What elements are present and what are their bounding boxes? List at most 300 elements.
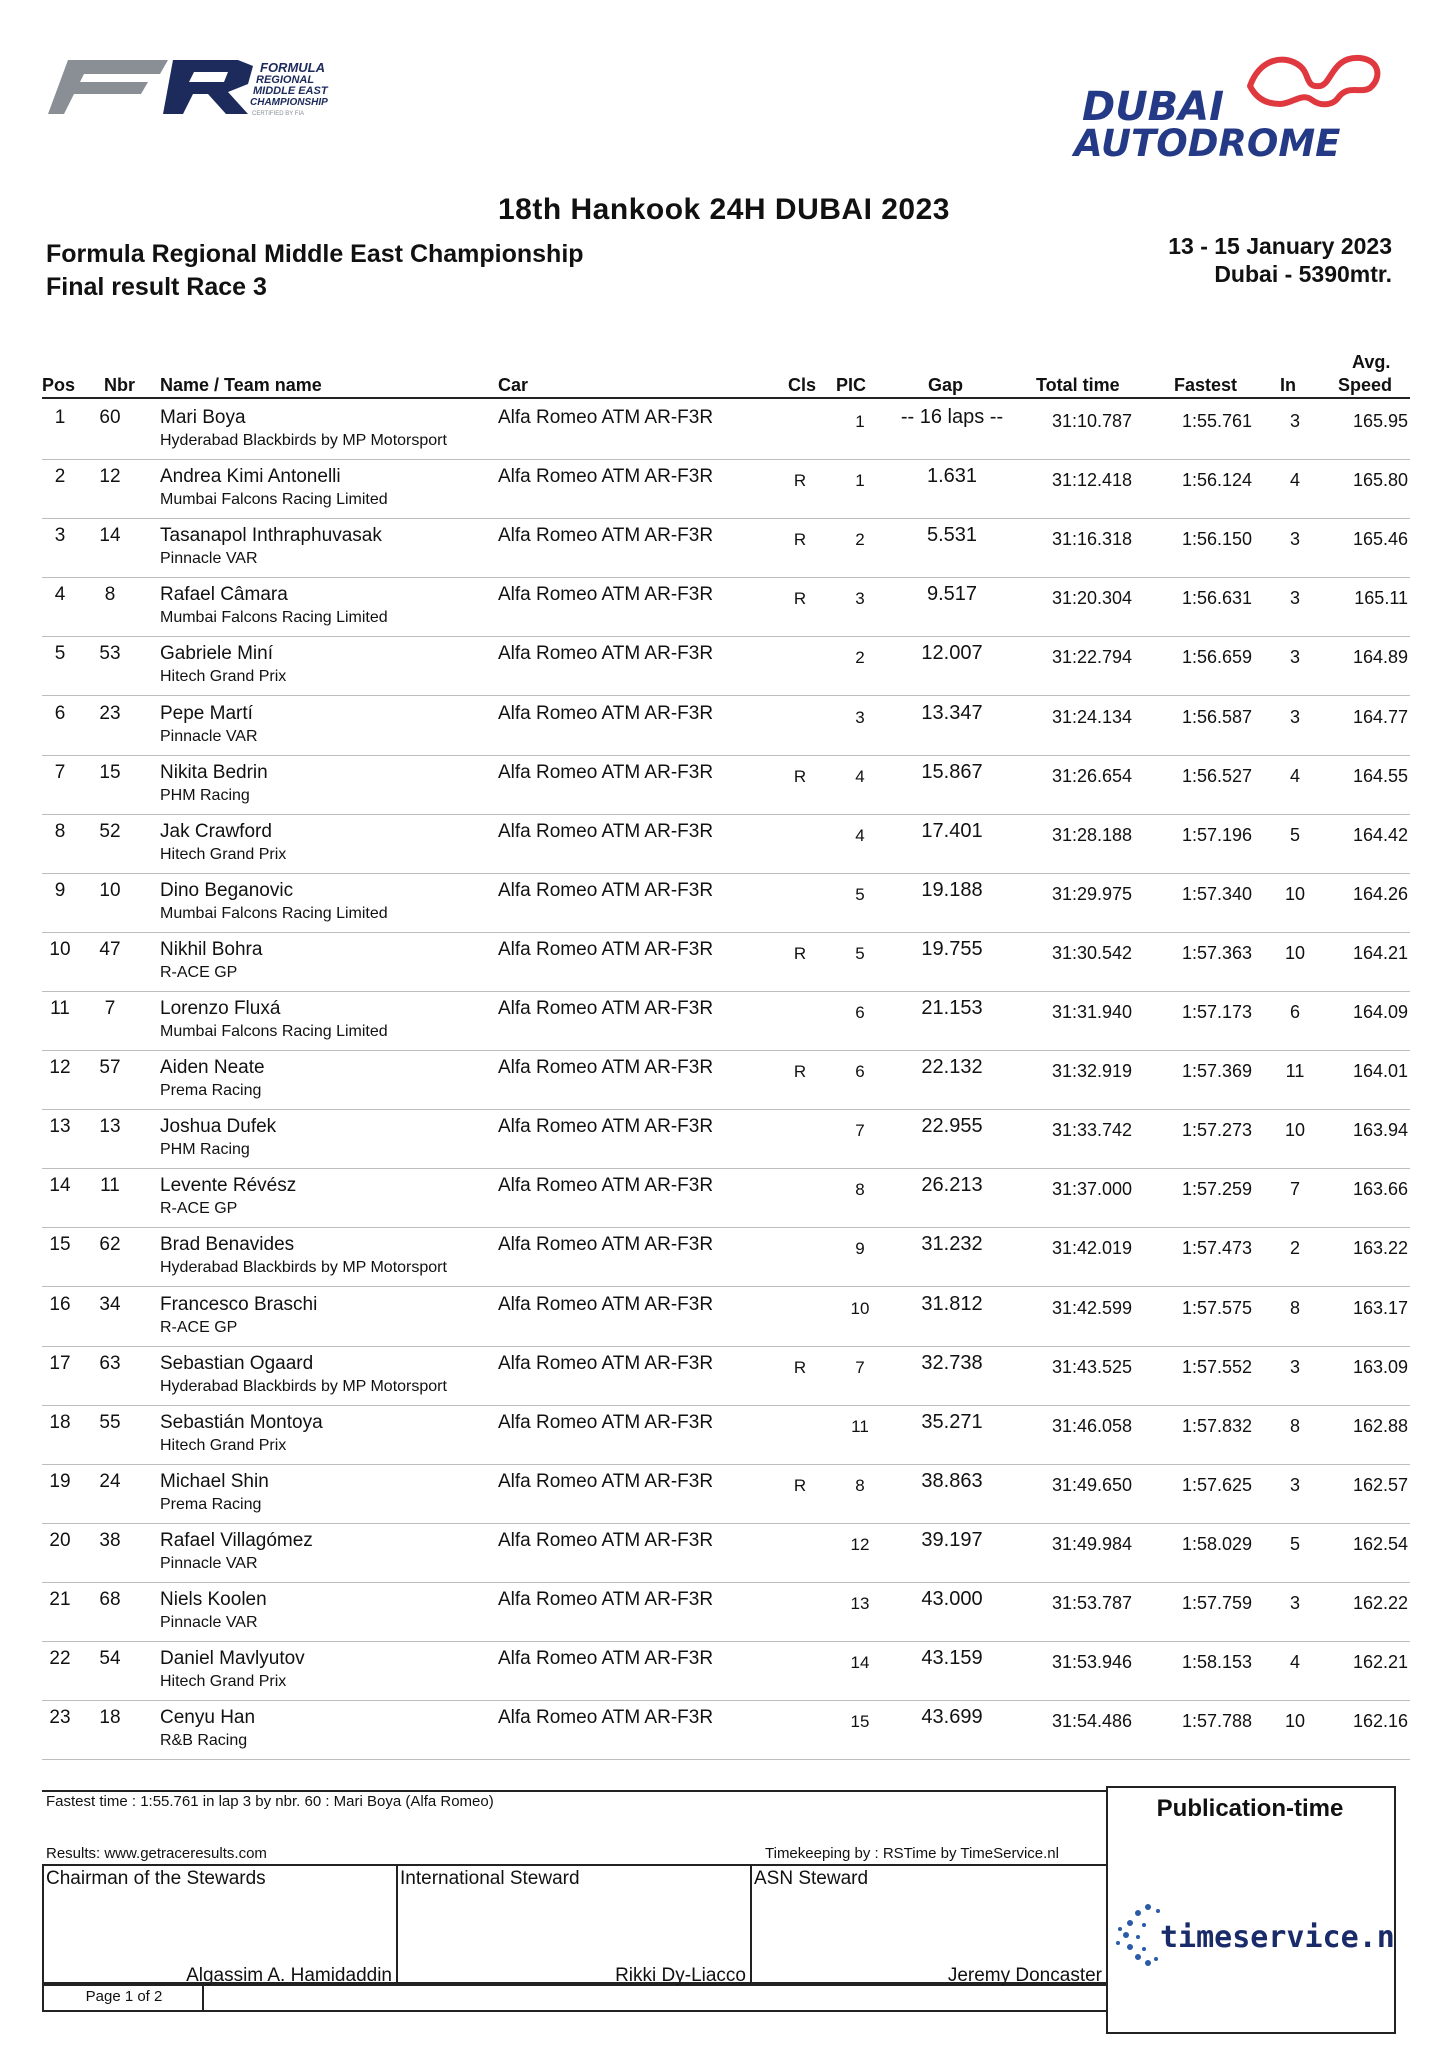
gap: 32.738 bbox=[921, 1351, 983, 1374]
car-model: Alfa Romeo ATM AR-F3R bbox=[498, 1648, 714, 1670]
position-in-class: 8 bbox=[855, 1180, 865, 1200]
class: R bbox=[793, 1357, 807, 1377]
team-name: Hitech Grand Prix bbox=[160, 1673, 287, 1691]
position-in-class: 7 bbox=[855, 1121, 865, 1141]
col-header-total: Total time bbox=[1036, 375, 1120, 395]
fastest-lap-number: 3 bbox=[1289, 588, 1300, 609]
driver-name: Jak Crawford bbox=[160, 820, 272, 842]
team-name: Prema Racing bbox=[160, 1495, 262, 1513]
team-name: Mumbai Falcons Racing Limited bbox=[160, 609, 388, 627]
fastest-lap-number: 10 bbox=[1284, 942, 1306, 963]
col-header-pic: PIC bbox=[836, 375, 867, 395]
table-row bbox=[42, 636, 1410, 696]
car-model: Alfa Romeo ATM AR-F3R bbox=[498, 702, 714, 724]
fastest-lap: 1:57.788 bbox=[1181, 1711, 1253, 1732]
avg-speed: 164.09 bbox=[1352, 1002, 1408, 1022]
total-time: 31:31.940 bbox=[1051, 1002, 1133, 1022]
fastest-lap: 1:57.340 bbox=[1181, 883, 1253, 904]
fastest-lap: 1:57.625 bbox=[1181, 1474, 1253, 1495]
gap: 22.132 bbox=[921, 1056, 983, 1079]
page-number: Page 1 of 2 bbox=[85, 1988, 163, 2005]
driver-name: Nikhil Bohra bbox=[160, 938, 263, 960]
team-name: Pinnacle VAR bbox=[160, 1554, 258, 1572]
svg-text:CERTIFIED BY FIA: CERTIFIED BY FIA bbox=[252, 111, 305, 117]
position-in-class: 4 bbox=[855, 825, 865, 845]
svg-text:DUBAI: DUBAI bbox=[1082, 84, 1225, 130]
fastest-lap-number: 10 bbox=[1284, 883, 1306, 904]
car-number: 24 bbox=[99, 1470, 121, 1492]
car-number: 38 bbox=[99, 1529, 121, 1551]
gap: 39.197 bbox=[921, 1528, 983, 1551]
team-name: Mumbai Falcons Racing Limited bbox=[160, 491, 388, 509]
driver-name: Gabriele Miní bbox=[160, 643, 273, 665]
pos: 18 bbox=[49, 1411, 71, 1433]
team-name: R-ACE GP bbox=[160, 1200, 238, 1218]
fastest-lap: 1:56.631 bbox=[1181, 588, 1253, 609]
class: R bbox=[793, 471, 807, 491]
pos: 8 bbox=[54, 820, 66, 842]
pos: 2 bbox=[54, 466, 66, 488]
team-name: Hitech Grand Prix bbox=[160, 845, 287, 863]
steward-name-asn: Jeremy Doncaster bbox=[947, 1965, 1102, 1986]
fastest-time-note: Fastest time : 1:55.761 in lap 3 by nbr. 60 : Mari Boya (Alfa Romeo) bbox=[46, 1793, 494, 1810]
fastest-lap: 1:57.759 bbox=[1181, 1593, 1253, 1613]
svg-text:AUTODROME: AUTODROME bbox=[1074, 122, 1341, 163]
car-model: Alfa Romeo ATM AR-F3R bbox=[498, 1116, 714, 1138]
svg-text:REGIONAL: REGIONAL bbox=[256, 74, 315, 86]
steward-title-asn: ASN Steward bbox=[754, 1868, 869, 1889]
total-time: 31:29.975 bbox=[1051, 883, 1133, 904]
total-time: 31:32.919 bbox=[1051, 1061, 1133, 1082]
driver-name: Rafael Villagómez bbox=[160, 1529, 313, 1551]
driver-name: Brad Benavides bbox=[160, 1234, 295, 1256]
total-time: 31:37.000 bbox=[1051, 1179, 1133, 1200]
total-time: 31:42.019 bbox=[1051, 1238, 1133, 1259]
header-rule bbox=[42, 397, 1410, 399]
car-number: 62 bbox=[99, 1234, 121, 1256]
col-header-fastest: Fastest bbox=[1174, 375, 1238, 395]
table-row bbox=[42, 814, 1410, 874]
pos: 5 bbox=[54, 643, 66, 665]
position-in-class: 7 bbox=[855, 1357, 865, 1377]
fastest-lap-number: 3 bbox=[1289, 411, 1300, 431]
fastest-lap: 1:56.587 bbox=[1181, 706, 1253, 727]
gap: 31.232 bbox=[921, 1233, 983, 1256]
fastest-lap: 1:57.832 bbox=[1181, 1415, 1253, 1436]
car-model: Alfa Romeo ATM AR-F3R bbox=[498, 643, 714, 665]
car-model: Alfa Romeo ATM AR-F3R bbox=[498, 1175, 714, 1197]
pos: 3 bbox=[54, 525, 66, 547]
table-row bbox=[42, 1287, 1410, 1347]
car-number: 52 bbox=[99, 820, 121, 842]
car-model: Alfa Romeo ATM AR-F3R bbox=[498, 1411, 714, 1433]
team-name: R-ACE GP bbox=[160, 1318, 238, 1336]
fastest-lap: 1:57.575 bbox=[1181, 1297, 1253, 1318]
position-in-class: 6 bbox=[855, 1062, 865, 1082]
table-row bbox=[42, 1168, 1410, 1228]
total-time: 31:30.542 bbox=[1051, 942, 1133, 963]
car-number: 18 bbox=[99, 1707, 121, 1729]
total-time: 31:54.486 bbox=[1051, 1711, 1133, 1732]
table-row bbox=[42, 400, 1410, 460]
fastest-lap: 1:57.273 bbox=[1181, 1120, 1253, 1141]
fastest-lap: 1:58.153 bbox=[1181, 1652, 1253, 1673]
footer-top-rule bbox=[42, 1790, 1106, 1792]
total-time: 31:28.188 bbox=[1051, 824, 1133, 845]
car-number: 54 bbox=[99, 1648, 121, 1670]
class: R bbox=[793, 1062, 807, 1082]
team-name: Mumbai Falcons Racing Limited bbox=[160, 1023, 388, 1040]
col-header-cls: Cls bbox=[788, 375, 817, 395]
dubai-autodrome-logo bbox=[1070, 48, 1400, 163]
driver-name: Niels Koolen bbox=[160, 1589, 267, 1610]
class: R bbox=[793, 943, 807, 963]
driver-name: Andrea Kimi Antonelli bbox=[160, 466, 341, 488]
avg-speed: 163.17 bbox=[1352, 1297, 1408, 1318]
table-row bbox=[42, 873, 1410, 933]
position-in-class: 8 bbox=[855, 1475, 865, 1495]
avg-speed: 165.11 bbox=[1354, 588, 1408, 609]
table-row bbox=[42, 991, 1410, 1051]
avg-speed: 164.77 bbox=[1352, 706, 1408, 727]
table-row bbox=[42, 577, 1410, 637]
car-model: Alfa Romeo ATM AR-F3R bbox=[498, 525, 714, 547]
driver-name: Aiden Neate bbox=[160, 1057, 265, 1079]
publication-time-label: Publication-time bbox=[1156, 1795, 1344, 1822]
fastest-lap: 1:57.473 bbox=[1181, 1238, 1253, 1259]
pos: 20 bbox=[49, 1529, 71, 1551]
total-time: 31:26.654 bbox=[1051, 765, 1133, 786]
total-time: 31:53.787 bbox=[1051, 1593, 1133, 1613]
table-row bbox=[42, 1405, 1410, 1465]
championship-title: Formula Regional Middle East Championship bbox=[46, 240, 584, 268]
avg-speed: 164.21 bbox=[1352, 942, 1408, 963]
position-in-class: 3 bbox=[855, 707, 865, 727]
car-model: Alfa Romeo ATM AR-F3R bbox=[498, 1057, 714, 1079]
table-row bbox=[42, 1464, 1410, 1524]
fastest-lap: 1:58.029 bbox=[1181, 1533, 1253, 1554]
car-model: Alfa Romeo ATM AR-F3R bbox=[498, 407, 714, 428]
fastest-lap-number: 7 bbox=[1289, 1179, 1300, 1200]
steward-title-chairman: Chairman of the Stewards bbox=[46, 1868, 266, 1889]
fastest-lap-number: 10 bbox=[1284, 1120, 1306, 1141]
position-in-class: 12 bbox=[850, 1534, 870, 1554]
gap: 1.631 bbox=[926, 465, 978, 488]
driver-name: Cenyu Han bbox=[160, 1707, 256, 1729]
car-number: 8 bbox=[104, 584, 116, 606]
table-row bbox=[42, 696, 1410, 756]
gap: 31.812 bbox=[921, 1292, 983, 1315]
class: R bbox=[793, 766, 807, 786]
fastest-lap-number: 3 bbox=[1289, 706, 1300, 727]
total-time: 31:43.525 bbox=[1051, 1356, 1133, 1377]
total-time: 31:49.984 bbox=[1051, 1533, 1133, 1554]
gap: 17.401 bbox=[921, 819, 983, 842]
fastest-lap-number: 2 bbox=[1289, 1238, 1300, 1259]
car-number: 68 bbox=[99, 1589, 121, 1610]
avg-speed: 162.22 bbox=[1352, 1593, 1408, 1613]
car-model: Alfa Romeo ATM AR-F3R bbox=[498, 998, 714, 1019]
car-model: Alfa Romeo ATM AR-F3R bbox=[498, 584, 714, 606]
pos: 15 bbox=[49, 1234, 71, 1256]
avg-speed: 164.01 bbox=[1352, 1061, 1408, 1082]
col-header-nbr: Nbr bbox=[104, 375, 135, 395]
gap: -- 16 laps -- bbox=[900, 406, 1004, 428]
pos: 22 bbox=[49, 1648, 71, 1670]
col-header-name: Name / Team name bbox=[160, 375, 322, 395]
driver-name: Rafael Câmara bbox=[160, 584, 288, 606]
car-number: 55 bbox=[99, 1411, 121, 1433]
pos: 21 bbox=[49, 1589, 71, 1610]
team-name: R-ACE GP bbox=[160, 963, 238, 981]
table-row bbox=[42, 518, 1410, 578]
car-number: 63 bbox=[99, 1352, 121, 1374]
steward-name-international: Rikki Dy-Liacco bbox=[615, 1965, 746, 1986]
driver-name: Mari Boya bbox=[160, 407, 246, 428]
fastest-lap: 1:57.196 bbox=[1181, 824, 1253, 845]
avg-speed: 165.95 bbox=[1352, 411, 1408, 431]
col-header-gap: Gap bbox=[928, 375, 964, 395]
fastest-lap-number: 8 bbox=[1289, 1297, 1300, 1318]
fastest-lap: 1:56.124 bbox=[1181, 470, 1253, 491]
car-model: Alfa Romeo ATM AR-F3R bbox=[498, 820, 714, 842]
fastest-lap-number: 5 bbox=[1289, 824, 1300, 845]
gap: 35.271 bbox=[921, 1410, 983, 1433]
avg-speed: 165.80 bbox=[1352, 470, 1408, 491]
avg-speed: 163.66 bbox=[1352, 1179, 1408, 1200]
car-number: 11 bbox=[100, 1175, 120, 1197]
position-in-class: 2 bbox=[855, 530, 865, 550]
fastest-lap-number: 3 bbox=[1289, 1474, 1300, 1495]
car-model: Alfa Romeo ATM AR-F3R bbox=[498, 761, 714, 783]
fastest-lap-number: 10 bbox=[1284, 1711, 1306, 1732]
avg-speed: 164.55 bbox=[1352, 765, 1408, 786]
avg-speed: 164.26 bbox=[1352, 883, 1408, 904]
pos: 16 bbox=[49, 1293, 71, 1315]
team-name: PHM Racing bbox=[160, 786, 250, 804]
event-venue: Dubai - 5390mtr. bbox=[1214, 261, 1392, 287]
car-number: 23 bbox=[99, 702, 121, 724]
gap: 43.699 bbox=[921, 1706, 983, 1729]
position-in-class: 6 bbox=[855, 1003, 865, 1022]
avg-speed: 162.16 bbox=[1352, 1711, 1408, 1732]
fastest-lap-number: 5 bbox=[1289, 1533, 1300, 1554]
svg-text:CHAMPIONSHIP: CHAMPIONSHIP bbox=[250, 97, 328, 108]
car-number: 60 bbox=[99, 407, 121, 428]
gap: 15.867 bbox=[921, 760, 983, 783]
position-in-class: 5 bbox=[855, 884, 865, 904]
table-row bbox=[42, 459, 1410, 519]
pos: 6 bbox=[54, 702, 66, 724]
position-in-class: 2 bbox=[855, 648, 865, 668]
avg-speed: 162.88 bbox=[1352, 1415, 1408, 1436]
col-header-avg: Avg. bbox=[1352, 352, 1391, 372]
position-in-class: 13 bbox=[850, 1594, 870, 1613]
fastest-lap: 1:56.659 bbox=[1181, 647, 1253, 668]
gap: 19.755 bbox=[921, 937, 983, 960]
table-row bbox=[42, 1050, 1410, 1110]
class: R bbox=[793, 589, 807, 609]
position-in-class: 10 bbox=[850, 1298, 870, 1318]
driver-name: Levente Révész bbox=[160, 1175, 297, 1197]
car-number: 14 bbox=[99, 525, 121, 547]
position-in-class: 3 bbox=[855, 589, 865, 609]
fastest-lap: 1:57.369 bbox=[1181, 1061, 1253, 1082]
gap: 21.153 bbox=[921, 997, 983, 1019]
car-model: Alfa Romeo ATM AR-F3R bbox=[498, 1293, 714, 1315]
total-time: 31:53.946 bbox=[1051, 1652, 1133, 1673]
avg-speed: 162.57 bbox=[1352, 1474, 1408, 1495]
team-name: Mumbai Falcons Racing Limited bbox=[160, 904, 388, 922]
total-time: 31:10.787 bbox=[1051, 411, 1133, 431]
steward-name-chairman: Algassim A. Hamidaddin bbox=[186, 1965, 392, 1986]
car-model: Alfa Romeo ATM AR-F3R bbox=[498, 1470, 714, 1492]
team-name: Pinnacle VAR bbox=[160, 727, 258, 745]
timekeeping-note: Timekeeping by : RSTime by TimeService.nl bbox=[765, 1845, 1059, 1862]
gap: 43.000 bbox=[921, 1588, 983, 1610]
car-number: 53 bbox=[99, 643, 121, 665]
steward-title-international: International Steward bbox=[400, 1868, 580, 1889]
car-number: 10 bbox=[99, 879, 121, 901]
driver-name: Pepe Martí bbox=[160, 702, 253, 724]
fastest-lap-number: 3 bbox=[1289, 1593, 1300, 1613]
car-model: Alfa Romeo ATM AR-F3R bbox=[498, 1589, 714, 1610]
result-title: Final result Race 3 bbox=[46, 273, 267, 301]
driver-name: Lorenzo Fluxá bbox=[160, 998, 281, 1019]
position-in-class: 1 bbox=[855, 471, 865, 491]
fastest-lap-number: 4 bbox=[1289, 470, 1300, 491]
pos: 19 bbox=[49, 1470, 71, 1492]
car-number: 15 bbox=[99, 761, 121, 783]
driver-name: Michael Shin bbox=[160, 1470, 269, 1492]
table-row bbox=[42, 1227, 1410, 1287]
fastest-lap-number: 3 bbox=[1289, 529, 1300, 550]
fastest-lap: 1:57.173 bbox=[1181, 1002, 1253, 1022]
position-in-class: 9 bbox=[855, 1239, 865, 1259]
team-name: R&B Racing bbox=[160, 1732, 248, 1750]
team-name: PHM Racing bbox=[160, 1141, 250, 1159]
position-in-class: 1 bbox=[855, 412, 865, 431]
fastest-lap: 1:55.761 bbox=[1181, 411, 1253, 431]
fastest-lap-number: 11 bbox=[1285, 1061, 1305, 1082]
team-name: Hyderabad Blackbirds by MP Motorsport bbox=[160, 432, 447, 449]
driver-name: Nikita Bedrin bbox=[160, 761, 268, 783]
avg-speed: 164.89 bbox=[1352, 647, 1408, 668]
pos: 14 bbox=[49, 1175, 71, 1197]
total-time: 31:24.134 bbox=[1051, 706, 1133, 727]
pos: 11 bbox=[50, 998, 70, 1019]
avg-speed: 165.46 bbox=[1352, 529, 1408, 550]
pos: 23 bbox=[49, 1707, 71, 1729]
results-url: Results: www.getraceresults.com bbox=[46, 1845, 267, 1862]
pos: 13 bbox=[49, 1116, 71, 1138]
driver-name: Francesco Braschi bbox=[160, 1293, 318, 1315]
position-in-class: 15 bbox=[850, 1712, 870, 1732]
position-in-class: 4 bbox=[855, 766, 865, 786]
fastest-lap: 1:57.259 bbox=[1181, 1179, 1253, 1200]
team-name: Hyderabad Blackbirds by MP Motorsport bbox=[160, 1377, 447, 1395]
table-row bbox=[42, 1109, 1410, 1169]
table-row bbox=[42, 1346, 1410, 1406]
table-row bbox=[42, 1523, 1410, 1583]
driver-name: Sebastián Montoya bbox=[160, 1411, 323, 1433]
gap: 43.159 bbox=[921, 1647, 983, 1670]
total-time: 31:46.058 bbox=[1051, 1415, 1133, 1436]
team-name: Hyderabad Blackbirds by MP Motorsport bbox=[160, 1259, 447, 1277]
team-name: Prema Racing bbox=[160, 1082, 262, 1100]
car-model: Alfa Romeo ATM AR-F3R bbox=[498, 1707, 714, 1729]
car-model: Alfa Romeo ATM AR-F3R bbox=[498, 466, 714, 488]
avg-speed: 164.42 bbox=[1352, 824, 1408, 845]
fastest-lap-number: 8 bbox=[1289, 1415, 1300, 1436]
gap: 12.007 bbox=[921, 642, 983, 665]
col-header-car: Car bbox=[498, 375, 529, 395]
pos: 12 bbox=[49, 1057, 71, 1079]
pos: 1 bbox=[54, 407, 66, 428]
avg-speed: 162.21 bbox=[1352, 1652, 1408, 1673]
fastest-lap: 1:57.552 bbox=[1181, 1356, 1253, 1377]
pos: 9 bbox=[54, 879, 66, 901]
fastest-lap: 1:56.527 bbox=[1181, 765, 1253, 786]
fastest-lap-number: 4 bbox=[1289, 765, 1300, 786]
gap: 22.955 bbox=[921, 1115, 983, 1138]
car-number: 7 bbox=[104, 998, 116, 1019]
driver-name: Sebastian Ogaard bbox=[160, 1352, 314, 1374]
svg-text:timeservice.nl: timeservice.nl bbox=[1160, 1920, 1396, 1955]
gap: 9.517 bbox=[926, 583, 978, 606]
total-time: 31:49.650 bbox=[1051, 1474, 1133, 1495]
fastest-lap-number: 6 bbox=[1289, 1002, 1300, 1022]
car-model: Alfa Romeo ATM AR-F3R bbox=[498, 1234, 714, 1256]
fastest-lap: 1:56.150 bbox=[1181, 529, 1253, 550]
event-date: 13 - 15 January 2023 bbox=[1168, 233, 1392, 259]
team-name: Pinnacle VAR bbox=[160, 550, 258, 568]
table-row bbox=[42, 1700, 1410, 1760]
col-header-speed: Speed bbox=[1338, 375, 1393, 395]
team-name: Hitech Grand Prix bbox=[160, 668, 287, 686]
avg-speed: 163.22 bbox=[1352, 1238, 1408, 1259]
position-in-class: 11 bbox=[851, 1416, 869, 1436]
table-row bbox=[42, 755, 1410, 815]
car-number: 12 bbox=[99, 466, 121, 488]
gap: 13.347 bbox=[921, 701, 983, 724]
gap: 19.188 bbox=[921, 878, 983, 901]
svg-text:FORMULA: FORMULA bbox=[260, 60, 325, 75]
car-model: Alfa Romeo ATM AR-F3R bbox=[498, 879, 714, 901]
event-title: 18th Hankook 24H DUBAI 2023 bbox=[498, 193, 950, 226]
class: R bbox=[793, 530, 807, 550]
total-time: 31:20.304 bbox=[1051, 588, 1133, 609]
car-number: 13 bbox=[99, 1116, 121, 1138]
fastest-lap-number: 3 bbox=[1289, 1356, 1300, 1377]
avg-speed: 162.54 bbox=[1352, 1533, 1408, 1554]
class: R bbox=[793, 1475, 807, 1495]
fr-championship-logo bbox=[48, 52, 358, 122]
pos: 4 bbox=[54, 584, 66, 606]
car-number: 34 bbox=[99, 1293, 121, 1315]
table-row bbox=[42, 932, 1410, 992]
driver-name: Joshua Dufek bbox=[160, 1116, 277, 1138]
fastest-lap-number: 3 bbox=[1289, 647, 1300, 668]
fastest-lap-number: 4 bbox=[1289, 1652, 1300, 1673]
total-time: 31:42.599 bbox=[1051, 1297, 1133, 1318]
car-model: Alfa Romeo ATM AR-F3R bbox=[498, 1529, 714, 1551]
driver-name: Dino Beganovic bbox=[160, 879, 294, 901]
gap: 26.213 bbox=[921, 1174, 983, 1197]
avg-speed: 163.09 bbox=[1352, 1356, 1408, 1377]
position-in-class: 14 bbox=[850, 1653, 870, 1673]
total-time: 31:12.418 bbox=[1051, 470, 1133, 491]
